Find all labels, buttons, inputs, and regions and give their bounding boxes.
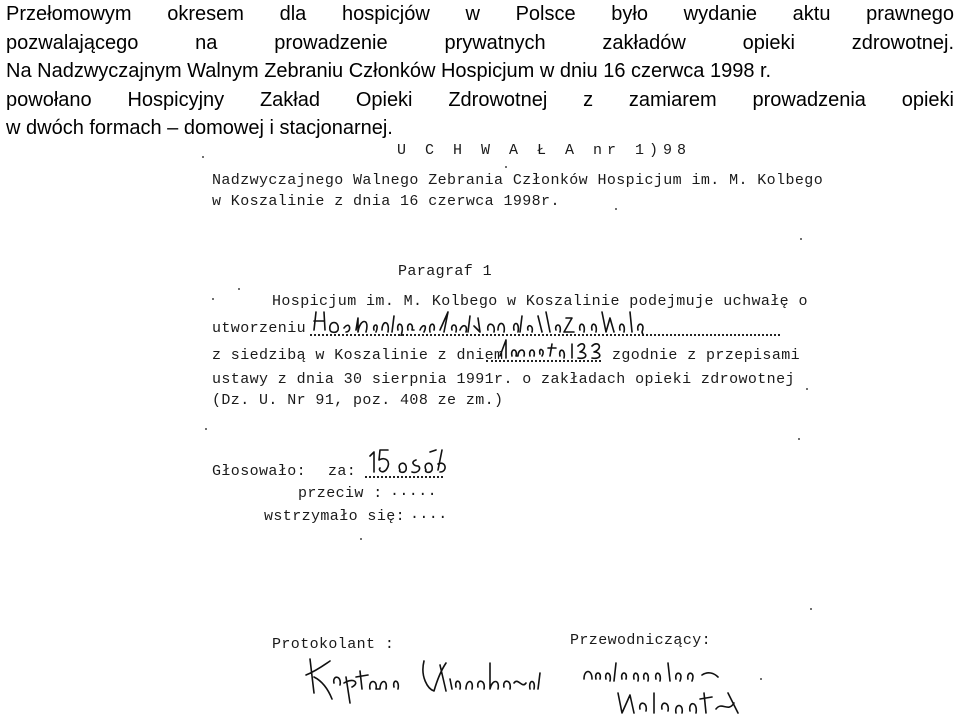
scan-speck [800,238,802,240]
handwritten-start-date [496,334,606,362]
resolution-header-line-1: Nadzwyczajnego Walnego Zebrania Członków Hospicjum im. M. Kolbego [212,172,824,189]
chair-label: Przewodniczący: [570,632,712,649]
resolution-scan [200,138,824,723]
scan-speck [360,538,362,540]
votes-label: Głosowało: [212,463,307,480]
scan-speck [202,156,204,158]
handwritten-votes-for [366,446,446,476]
votes-against-label: przeciw : [298,485,383,502]
intro-line-5: w dwóch formach – domowej i stacjonarnej. [6,117,393,140]
intro-line-1: Przełomowym okresem dla hospicjów w Polsce było wydanie aktu prawnego [6,3,954,25]
chair-signature [578,653,758,721]
scan-speck [798,438,800,440]
scan-speck [810,608,812,610]
body-line-3-prefix: z siedzibą w Koszalinie z dniem [212,347,504,364]
votes-for-label: za: [328,463,357,480]
body-line-4: ustawy z dnia 30 sierpnia 1991r. o zakładach opieki zdrowotnej [212,371,795,388]
secretary-signature [300,653,550,713]
handwritten-unit-name [310,306,660,336]
body-line-1: Hospicjum im. M. Kolbego w Koszalinie podejmuje uchwałę o [272,293,808,310]
intro-line-2: pozwalającego na prowadzenie prywatnych zakładów opieki zdrowotnej. [6,31,954,54]
votes-abstain-label: wstrzymało się: [264,508,406,525]
scan-speck [615,208,617,210]
intro-paragraph [6,0,954,143]
scan-speck [238,288,240,290]
intro-line-3: Na Nadzwyczajnym Walnym Zebraniu Członków Hospicjum w dniu 16 czerwca 1998 r. [6,60,772,83]
votes-against-value: ..... [390,483,438,500]
body-line-2-label: utworzeniu [212,320,307,337]
paragraph-title: Paragraf 1 [398,263,493,280]
fill-in-line-votes-for [365,476,443,478]
scan-speck [760,678,762,680]
body-line-5: (Dz. U. Nr 91, poz. 408 ze zm.) [212,392,504,409]
resolution-title: U C H W A Ł A nr 1)98 [397,142,692,159]
resolution-header-line-2: w Koszalinie z dnia 16 czerwca 1998r. [212,193,560,210]
intro-line-4: powołano Hospicyjny Zakład Opieki Zdrowotnej z zamiarem prowadzenia opieki [6,88,954,111]
scan-speck [806,388,808,390]
votes-abstain-value: .... [410,506,448,523]
secretary-label: Protokolant : [272,636,395,653]
scan-speck [205,428,207,430]
scan-speck [505,166,507,168]
body-line-3-suffix: zgodnie z przepisami [612,347,801,364]
scan-speck [212,298,214,300]
